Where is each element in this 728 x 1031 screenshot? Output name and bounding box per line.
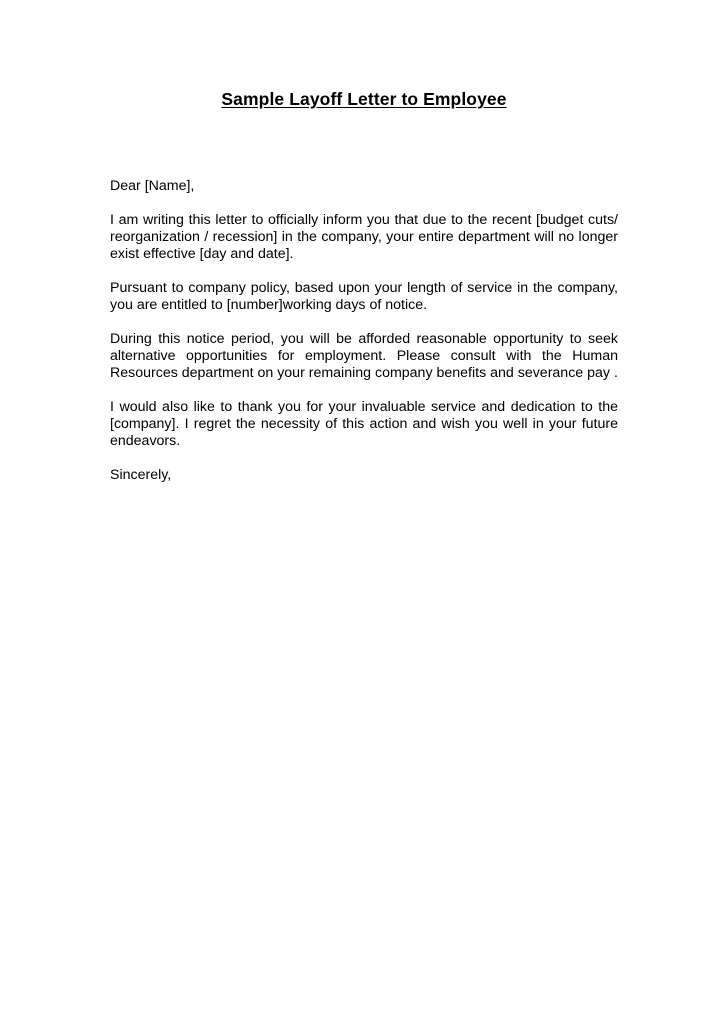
letter-title: Sample Layoff Letter to Employee — [221, 89, 507, 109]
paragraph-notice: I am writing this letter to officially inform you that due to the recent [budget cuts/ reorganization / recession] in the company, your entire department will no longer exist effective [day and date]. — [110, 212, 618, 262]
salutation: Dear [Name], — [110, 178, 195, 194]
paragraph-policy: Pursuant to company policy, based upon your length of service in the company, you are entitled to [number]working days of notice. — [110, 280, 618, 313]
paragraph-notice-period: During this notice period, you will be afforded reasonable opportunity to seek alternative opportunities for employment. Please consult with the Human Resources department on your remaining company benefits and severance pay . — [110, 331, 618, 381]
paragraph-thanks: I would also like to thank you for your invaluable service and dedication to the [company]. I regret the necessity of this action and wish you well in your future endeavors. — [110, 399, 618, 449]
closing: Sincerely, — [110, 467, 172, 483]
letter-body — [110, 178, 618, 501]
